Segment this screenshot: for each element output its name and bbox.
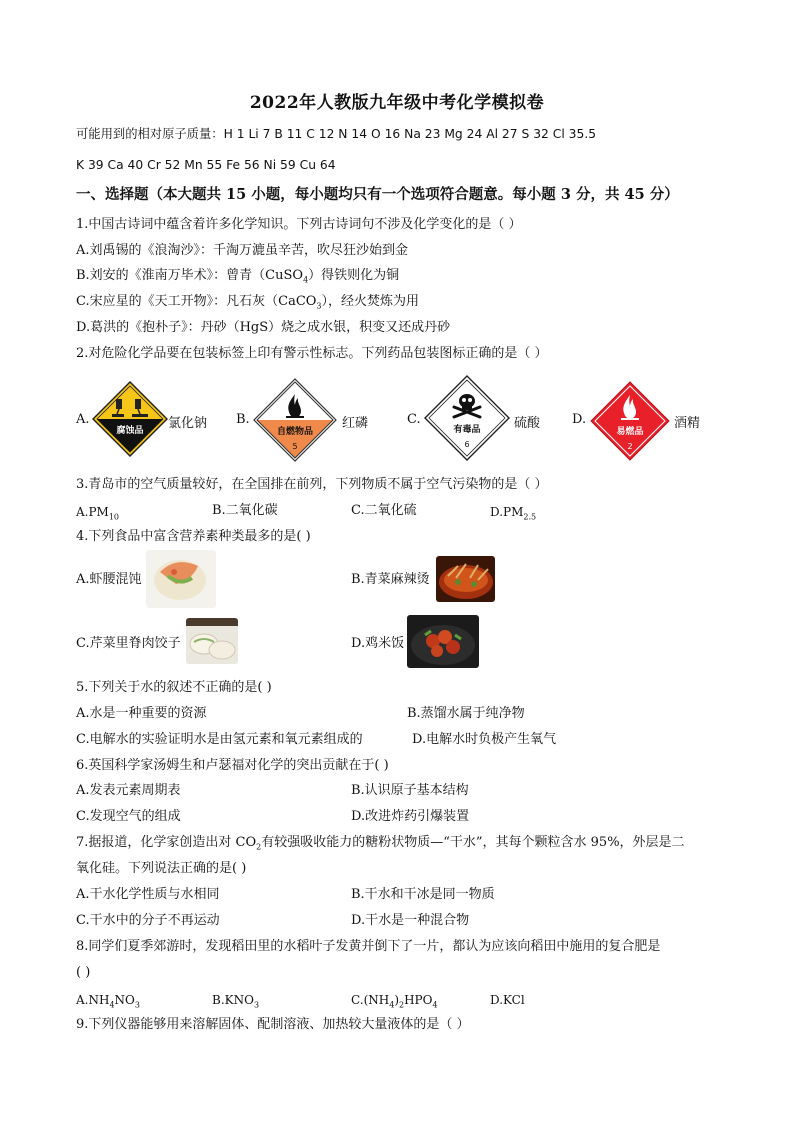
q6-option-b: B.认识原子基本结构 — [351, 783, 469, 798]
q5-stem: 5.下列关于水的叙述不正确的是( ) — [76, 680, 272, 695]
q5-option-d: D.电解水时负极产生氧气 — [412, 732, 557, 747]
corrosive-sign-text: 腐蚀品 — [116, 426, 144, 436]
combustion-sign-number: 5 — [292, 442, 298, 451]
q7-option-d: D.干水是一种混合物 — [351, 913, 470, 928]
q4-option-a: A.虾腰混饨 — [76, 572, 142, 587]
toxic-sign-icon — [424, 375, 510, 461]
q5-option-c: C.电解水的实验证明水是由氢元素和氧元素组成的 — [76, 732, 363, 747]
q6-option-d: D.改进炸药引爆装置 — [351, 809, 470, 824]
q8-option-b: $B.KNO_3$ — [212, 993, 260, 1010]
q5-option-a: A.水是一种重要的资源 — [76, 706, 207, 721]
flammable-sign-icon — [590, 381, 670, 461]
q2-option-b-letter: B. — [236, 412, 250, 427]
q2-option-d-letter: D. — [572, 412, 587, 427]
spicy-hotpot-image — [436, 556, 495, 602]
q5-option-b: B.蒸馏水属于纯净物 — [407, 706, 525, 721]
q2-option-a-label: 氯化钠 — [168, 416, 208, 431]
q3-option-c: C.二氧化硫 — [351, 503, 417, 518]
q2-option-c-letter: C. — [407, 412, 421, 427]
q8-option-a: $A.NH_4NO_3$ — [76, 993, 140, 1010]
q2-stem: 2.对危险化学品要在包装标签上印有警示性标志。下列药品包装图标正确的是（ ） — [76, 346, 548, 361]
toxic-sign-number: 6 — [464, 440, 470, 449]
q1-stem: 1.中国古诗词中蕴含着许多化学知识。下列古诗词句不涉及化学变化的是（ ） — [76, 217, 522, 232]
corrosive-sign-icon — [92, 381, 168, 457]
q3-option-a: $A.PM_{10}$ — [76, 505, 120, 522]
q4-option-d: D.鸡米饭 — [351, 636, 405, 651]
q7-stem-line-1: 7.据报道，化学家创造出对 $CO_2$有较强吸收能力的糖粉状物质—“干水”，其每个颗粒含水 95%，外层是二 — [76, 835, 685, 852]
spontaneous-combustion-sign-icon — [253, 378, 337, 462]
q2-option-b-label: 红磷 — [342, 416, 369, 431]
combustion-sign-text: 自燃物品 — [276, 427, 314, 437]
q6-stem: 6.英国科学家汤姆生和卢瑟福对化学的突出贡献在于( ) — [76, 758, 389, 773]
flammable-sign-number: 2 — [627, 442, 633, 451]
q1-option-b: B.刘安的《淮南万毕术》：曾青（CuSO$_4$）得铁则化为铜 — [76, 268, 400, 285]
q9-stem: 9.下列仪器能够用来溶解固体、配制溶液、加热较大量液体的是（ ） — [76, 1017, 470, 1032]
q2-option-a-letter: A. — [76, 412, 90, 427]
q1-option-a: A.刘禹锡的《浪淘沙》：千淘万漉虽辛苦，吹尽狂沙始到金 — [76, 243, 409, 258]
q2-option-c-label: 硫酸 — [514, 416, 541, 431]
q4-stem: 4.下列食品中富含营养素种类最多的是( ) — [76, 529, 311, 544]
q2-option-d-label: 酒精 — [674, 416, 701, 431]
chicken-rice-image — [407, 615, 479, 668]
q6-option-c: C.发现空气的组成 — [76, 809, 181, 824]
q8-stem-line-1: 8.同学们夏季郊游时，发现稻田里的水稻叶子发黄并倒下了一片，都认为应该向稻田中施用的复合肥是 — [76, 939, 661, 954]
atomic-masses-line-1: 可能用到的相对原子质量：H 1 Li 7 B 11 C 12 N 14 O 16 Na 23 Mg 24 Al 27 S 32 Cl 35.5 — [76, 127, 597, 141]
q4-option-b: B.青菜麻辣烫 — [351, 572, 430, 587]
q3-stem: 3.青岛市的空气质量较好，在全国排在前列，下列物质不属于空气污染物的是（ ） — [76, 477, 548, 492]
q3-option-b: B.二氧化碳 — [212, 503, 278, 518]
q7-option-a: A.干水化学性质与水相同 — [76, 887, 220, 902]
flammable-sign-text: 易燃品 — [616, 427, 644, 437]
q1-option-d: D.葛洪的《抱朴子》：丹砂（HgS）烧之成水银，积变又还成丹砂 — [76, 320, 451, 335]
q7-option-c: C.干水中的分子不再运动 — [76, 913, 220, 928]
q4-option-c: C.芹菜里脊肉饺子 — [76, 636, 181, 651]
q7-option-b: B.干水和干冰是同一物质 — [351, 887, 495, 902]
q3-option-d: $D.PM_{2.5}$ — [490, 505, 537, 522]
shrimp-wonton-image — [146, 550, 216, 608]
q8-option-c: $C.(NH_4)_2HPO_4$ — [351, 993, 438, 1010]
q8-option-d: D.KCl — [490, 993, 525, 1007]
q6-option-a: A.发表元素周期表 — [76, 783, 181, 798]
toxic-sign-text: 有毒品 — [453, 425, 481, 435]
q1-option-c: C.宋应星的《天工开物》：凡石灰（CaCO$_3$），经火焚炼为用 — [76, 294, 420, 311]
section-heading: 一、选择题（本大题共 15 小题，每小题均只有一个选项符合题意。每小题 3 分，共 45 分） — [76, 186, 679, 203]
q7-stem-line-2: 氧化硅。下列说法正确的是( ) — [76, 861, 247, 876]
page-title: 2022年人教版九年级中考化学模拟卷 — [249, 93, 545, 113]
celery-dumpling-image — [186, 618, 238, 664]
atomic-masses-line-2: K 39 Ca 40 Cr 52 Mn 55 Fe 56 Ni 59 Cu 64 — [76, 158, 336, 172]
q8-stem-line-2: ( ) — [76, 965, 91, 980]
